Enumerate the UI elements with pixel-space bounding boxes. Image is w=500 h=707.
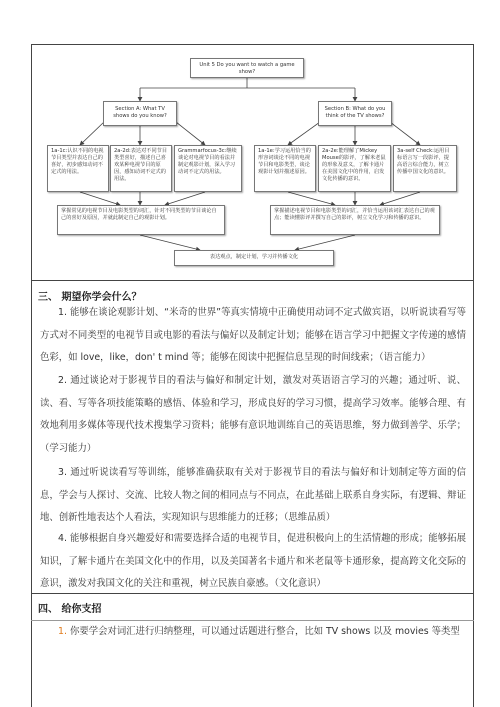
diagram-b-summary-text: 掌握描述电视节目和电影类型的词汇，并恰当运用该词汇表达自己的观点；能读懂影评并撰写自己的影评，树立文化学习和传播的意识。 xyxy=(274,208,435,221)
diagram-b-box-2 xyxy=(318,145,391,192)
diagram-a-box-3 xyxy=(174,145,242,192)
section3-paragraph-2: 2. 通过谈论对于影视节目的看法与偏好和制定计划，激发对英语语言学习的兴趣；通过听、说、读、看、写等各项技能策略的感悟、体验和学习，形成良好的学习习惯，提高学习效率。能够合理、有效地利用多媒体等现代技术搜集学习资料；能够有意识地训练自己的英语思维，努力做到善学、乐学；（学习能力） xyxy=(40,375,466,454)
mind-map-connectors xyxy=(0,0,500,280)
diagram-root-box xyxy=(190,58,304,78)
section3-paragraph-3: 3. 通过听说读看写等训练，能够准确获取有关对于影视节目的看法与偏好和计划制定等方面的信息，学会与人探讨、交流、比较人物之间的相同点与不同点，在此基础上联系自身实际，有逻辑、辩证地、创新性地表达个人看法，实现知识与思维能力的迁移；（思维品质） xyxy=(40,467,466,523)
section3-title: 三、 期望你学会什么？ xyxy=(38,292,142,303)
diagram-a-box-3-text: Grammarfocus-3c:继续谈论对电视节目的看法并制定观影计划，深入学习动词不定式的用法。 xyxy=(178,148,237,175)
diagram-a-summary-text: 掌握常见的电视节目及电影类型的词汇，针对不同类型的节目谈论自己的喜好及原因，并就此制定自己的观影计划。 xyxy=(61,208,217,221)
section4-title: 四、 给你支招 xyxy=(38,604,102,615)
section3-paragraph-1: 1. 能够在谈论观影计划、“米奇的世界”等真实情境中正确使用动词不定式做宾语，以听说读看写等方式对不同类型的电视节目或电影的看法与偏好以及制定计划；能够在语言学习中把握文字传递的感情色彩，如 love，like，don' t mind 等；能够在阅读中把握信息呈现的时间线索；（语言能力） xyxy=(40,307,466,363)
diagram-root-text: Unit 5 Do you want to watch a game show? xyxy=(199,62,295,75)
diagram-section-b-box xyxy=(318,101,392,126)
diagram-b-summary-box xyxy=(270,205,440,235)
diagram-b-box-2-text: 2a-2e:能理解了Mickey Mouse的影评，了解米老鼠的形象及意义，了解卡通片在美国文化中的作用，启发文化传播的意识。 xyxy=(322,148,386,182)
diagram-a-box-2 xyxy=(110,145,172,192)
diagram-b-box-1-text: 1a-1e:学习运用恰当的形容词谈论不同的电视节目和电影类型，谈论观影计划并描述原因。 xyxy=(258,148,311,175)
divider-after-diagram xyxy=(31,280,474,281)
diagram-b-box-1 xyxy=(254,145,316,192)
diagram-final-box xyxy=(174,250,334,266)
diagram-section-a-box xyxy=(103,101,177,126)
diagram-a-box-1 xyxy=(47,145,109,192)
divider-section4-header xyxy=(31,620,474,621)
section4-item-number: 1. xyxy=(58,626,67,637)
diagram-final-text: 表达观点，制定计划，学习并传播文化 xyxy=(209,254,299,260)
diagram-section-b-text: Section B: What do you think of the TV shows? xyxy=(324,106,386,119)
diagram-b-box-3 xyxy=(393,145,457,192)
diagram-a-summary-box xyxy=(57,205,225,235)
diagram-a-box-1-text: 1a-1c:认识不同的电视节目类型并表达自己的喜好，初步感知动词不定式的用法。 xyxy=(51,148,104,175)
diagram-b-box-3-text: 3a-self Check:运用目标语言写一段影评，提高语言综合能力，树立传播中国文化的意识。 xyxy=(397,148,450,175)
section4-item-1 xyxy=(40,622,470,642)
section4-item-text: 你要学会对词汇进行归纳整理，可以通过话题进行整合，比如 TV shows 以及 movies 等类型 xyxy=(69,626,460,637)
section3-paragraph-4: 4. 能够根据自身兴趣爱好和需要选择合适的电视节目，促进积极向上的生活情趣的形成；能够拓展知识，了解卡通片在美国文化中的作用，以及美国著名卡通片和米老鼠等卡通形象，提高跨文化交际的意识，激发对我国文化的关注和重视，树立民族自豪感。（文化意识） xyxy=(40,533,466,589)
diagram-a-box-2-text: 2a-2d:表达对不同节目类型喜好，描述自己喜欢某种电视节目的原因，感知动词不定式的用法。 xyxy=(114,148,168,182)
diagram-section-a-text: Section A: What TV shows do you know? xyxy=(113,106,167,119)
